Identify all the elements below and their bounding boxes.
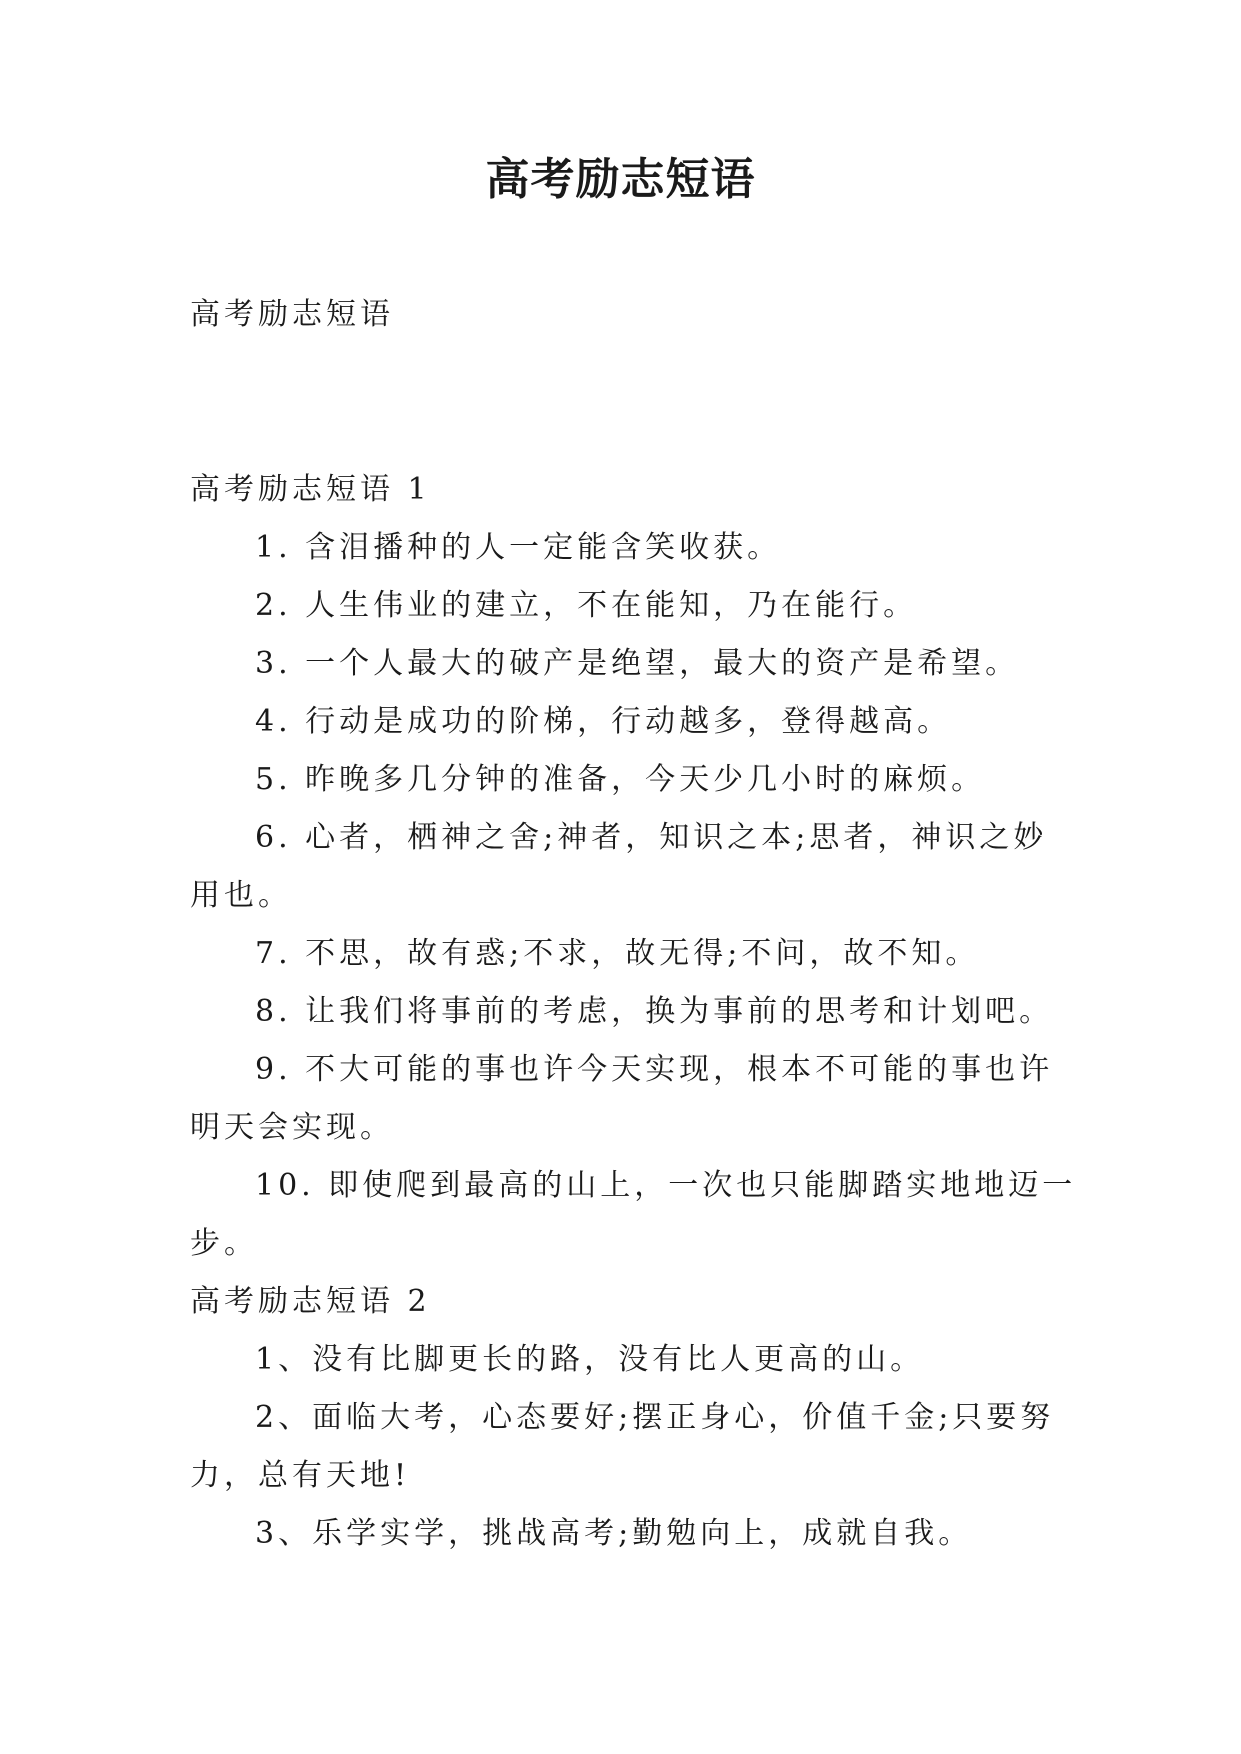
document-subtitle: 高考励志短语 [190,297,394,332]
list-item: 5. 昨晚多几分钟的准备，今天少几小时的麻烦。 [255,762,986,797]
list-item: 6. 心者，栖神之舍;神者，知识之本;思者，神识之妙 [255,820,1048,855]
list-item: 10. 即使爬到最高的山上，一次也只能脚踏实地地迈一 [255,1168,1077,1203]
section-heading-2: 高考励志短语 2 [190,1284,431,1319]
list-item: 1. 含泪播种的人一定能含笑收获。 [255,530,782,565]
list-item: 1、没有比脚更长的路，没有比人更高的山。 [255,1342,925,1377]
list-item: 8. 让我们将事前的考虑，换为事前的思考和计划吧。 [255,994,1054,1029]
list-item: 7. 不思，故有惑;不求，故无得;不问，故不知。 [255,936,980,971]
list-item: 2、面临大考，心态要好;摆正身心，价值千金;只要努 [255,1400,1055,1435]
list-item-continuation: 力，总有天地! [190,1458,411,1493]
list-item-continuation: 明天会实现。 [190,1110,394,1145]
list-item: 4. 行动是成功的阶梯，行动越多，登得越高。 [255,704,952,739]
list-item: 3. 一个人最大的破产是绝望，最大的资产是希望。 [255,646,1020,681]
list-item-continuation: 步。 [190,1226,258,1261]
list-item: 3、乐学实学，挑战高考;勤勉向上，成就自我。 [255,1516,973,1551]
list-item-continuation: 用也。 [190,878,292,913]
section-heading-1: 高考励志短语 1 [190,472,431,507]
list-item: 2. 人生伟业的建立，不在能知，乃在能行。 [255,588,918,623]
document-title: 高考励志短语 [485,154,756,205]
list-item: 9. 不大可能的事也许今天实现，根本不可能的事也许 [255,1052,1054,1087]
